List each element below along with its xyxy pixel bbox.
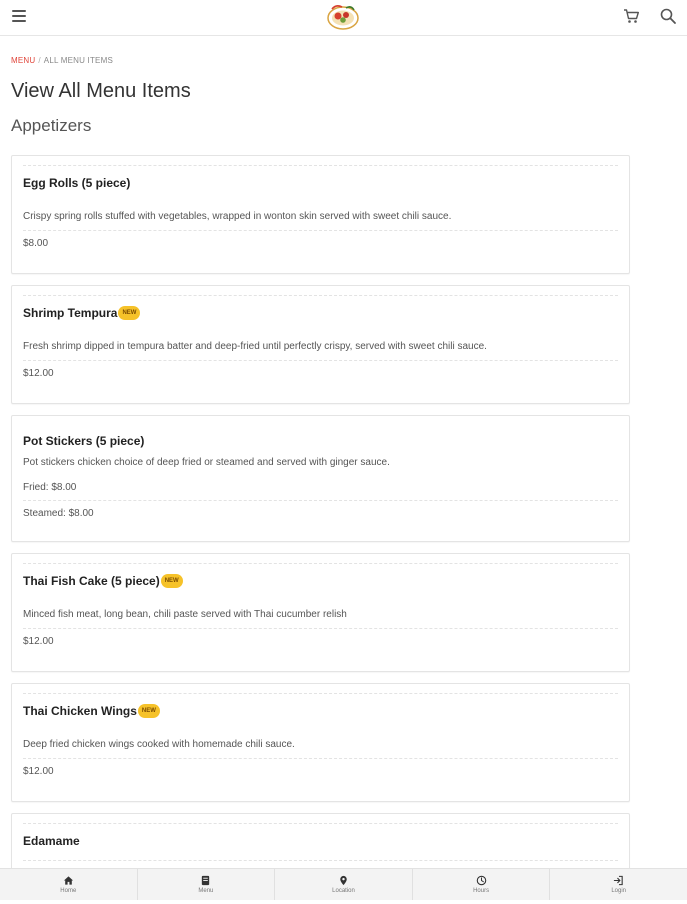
new-badge: NEW (161, 574, 183, 588)
menu-item-card[interactable] (11, 553, 630, 672)
card-divider (23, 156, 618, 166)
search-icon[interactable] (659, 7, 677, 25)
menu-item-name[interactable]: Egg Rolls (5 piece) (23, 175, 131, 190)
menu-item-name[interactable]: Thai Chicken Wings (23, 703, 137, 718)
restaurant-logo[interactable] (326, 3, 360, 31)
menu-item-description: Crispy spring rolls stuffed with vegetables, wrapped in wonton skin served with sweet chili sauce. (23, 211, 452, 222)
location-pin-icon (338, 875, 349, 886)
breadcrumb-separator: / (38, 56, 41, 65)
login-icon (613, 875, 624, 886)
home-icon (63, 875, 74, 886)
nav-location[interactable] (275, 869, 413, 900)
nav-menu-label: Menu (198, 888, 214, 894)
bottom-navigation (0, 868, 687, 900)
menu-item-name[interactable]: Pot Stickers (5 piece) (23, 433, 145, 448)
menu-book-icon (200, 875, 211, 886)
menu-item-description: Fresh shrimp dipped in tempura batter and deep-fried until perfectly crispy, served with sweet chili sauce. (23, 341, 487, 352)
clock-icon (476, 875, 487, 886)
menu-item-description: Minced fish meat, long bean, chili paste served with Thai cucumber relish (23, 609, 347, 620)
nav-home[interactable] (0, 869, 138, 900)
menu-item-list (11, 155, 630, 904)
nav-menu[interactable] (138, 869, 276, 900)
menu-item-card[interactable] (11, 285, 630, 404)
menu-item-name[interactable]: Shrimp Tempura (23, 305, 118, 320)
menu-item-card[interactable] (11, 155, 630, 274)
main-content (0, 36, 687, 868)
menu-item-name[interactable]: Edamame (23, 833, 80, 848)
menu-item-price[interactable]: $12.00 (23, 360, 618, 385)
nav-home-label: Home (60, 888, 77, 894)
menu-item-description: Deep fried chicken wings cooked with homemade chili sauce. (23, 739, 295, 750)
menu-item-card[interactable] (11, 683, 630, 802)
menu-item-price[interactable]: $12.00 (23, 628, 618, 653)
nav-login-label: Login (611, 888, 627, 894)
nav-location-label: Location (332, 888, 355, 894)
nav-login[interactable] (550, 869, 687, 900)
nav-hours-label: Hours (473, 888, 490, 894)
menu-item-card[interactable] (11, 415, 630, 542)
breadcrumb (11, 56, 113, 65)
breadcrumb-menu-link[interactable]: MENU (11, 56, 36, 65)
breadcrumb-current: ALL MENU ITEMS (43, 56, 113, 65)
menu-item-price[interactable]: $12.00 (23, 758, 618, 783)
menu-item-name[interactable]: Thai Fish Cake (5 piece) (23, 573, 160, 588)
menu-item-description: Pot stickers chicken choice of deep fried or steamed and served with ginger sauce. (23, 456, 390, 468)
hamburger-icon[interactable] (12, 10, 26, 22)
nav-hours[interactable] (413, 869, 551, 900)
page-title: View All Menu Items (11, 80, 191, 102)
card-divider (23, 684, 618, 694)
new-badge: NEW (138, 704, 160, 718)
cart-icon[interactable] (622, 7, 640, 25)
new-badge: NEW (118, 306, 140, 320)
menu-item-price[interactable]: Fried: $8.00 (23, 482, 77, 493)
menu-item-price[interactable]: Steamed: $8.00 (23, 500, 618, 525)
menu-item-price[interactable]: $8.00 (23, 230, 618, 255)
card-divider (23, 554, 618, 564)
section-title: Appetizers (11, 116, 92, 135)
top-bar (0, 0, 687, 36)
card-divider (23, 814, 618, 824)
card-divider (23, 286, 618, 296)
